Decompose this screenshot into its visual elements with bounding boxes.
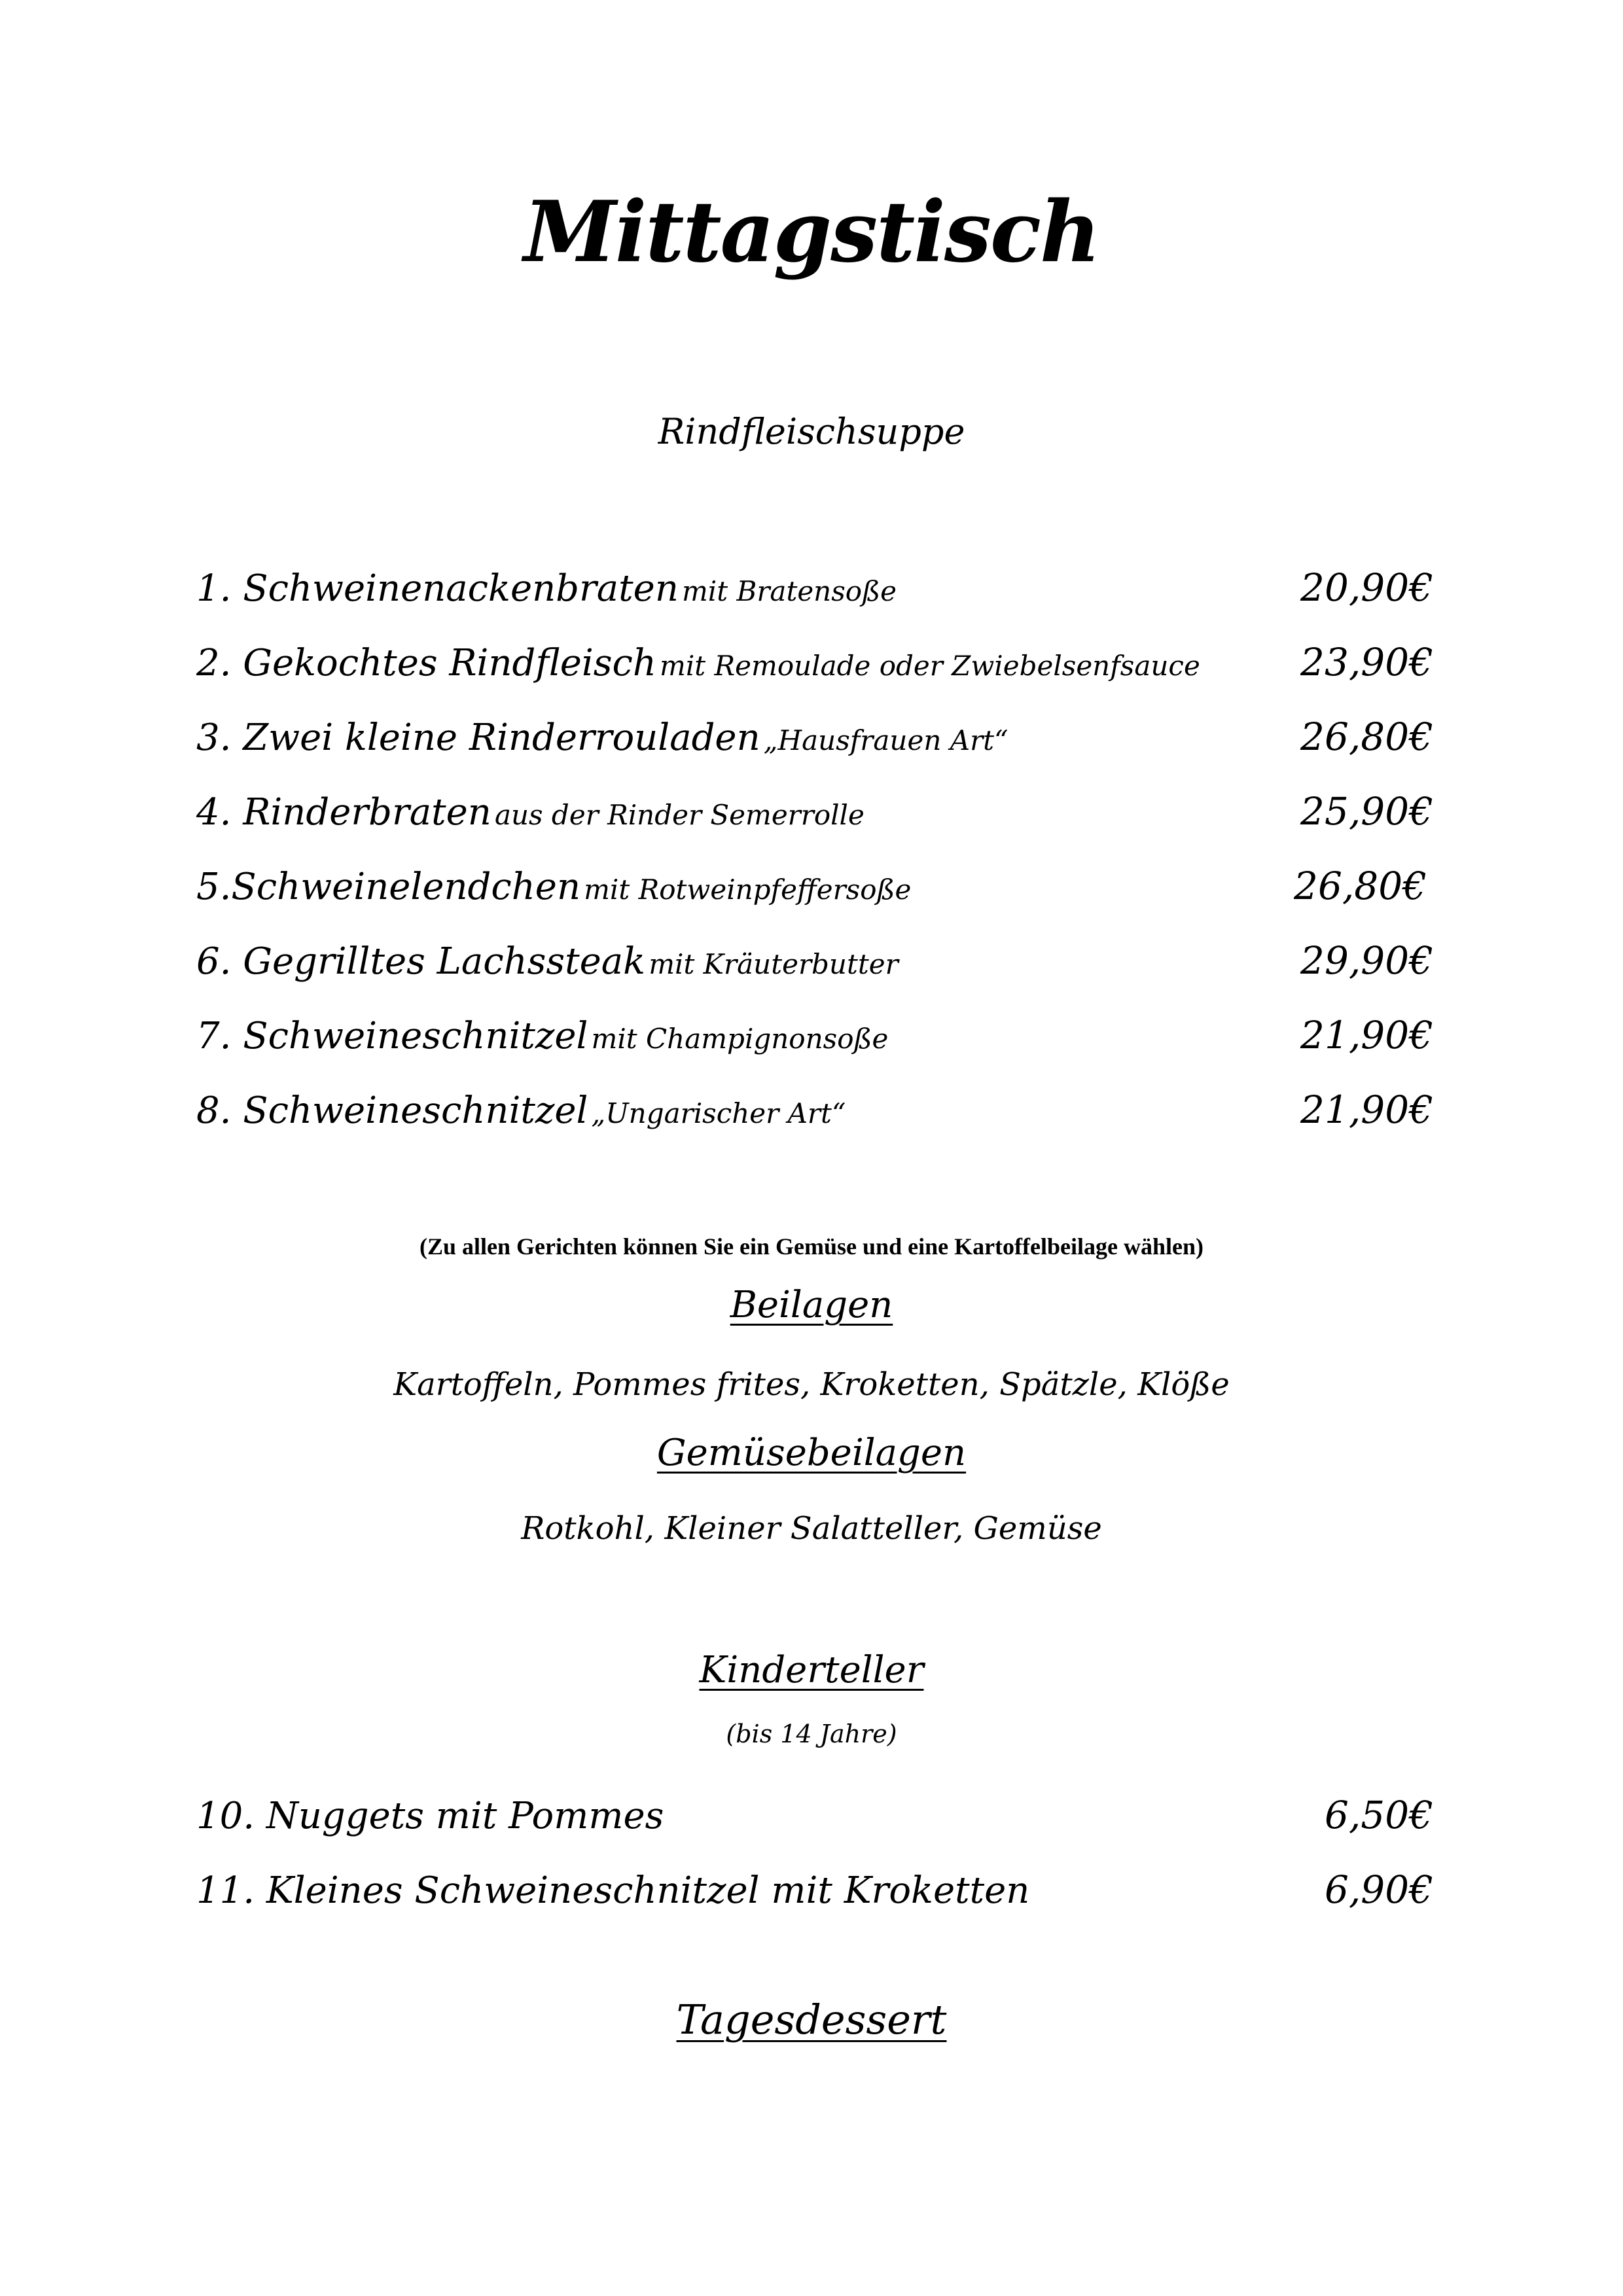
menu-item-description: mit Bratensoße (681, 575, 897, 607)
menu-title: Mittagstisch (524, 183, 1099, 281)
soup-of-day: Rindfleischsuppe (658, 411, 965, 452)
menu-item (196, 924, 1433, 983)
menu-item-main: 8. Schweineschnitzel (196, 1089, 588, 1132)
kids-menu-item-main: 10. Nuggets mit Pommes (196, 1795, 664, 1837)
menu-item (196, 626, 1433, 684)
gemuesebeilagen-heading: Gemüsebeilagen (656, 1432, 967, 1474)
menu-item-price: 21,90€ (1300, 1087, 1433, 1132)
menu-item-description: mit Kräuterbutter (649, 948, 899, 980)
menu-item-name (196, 716, 1008, 759)
dessert-heading: Tagesdessert (676, 1996, 947, 2043)
menu-item (196, 1073, 1433, 1132)
menu-item-price: 29,90€ (1300, 938, 1433, 983)
menu-item-main: 2. Gekochtes Rindfleisch (196, 642, 656, 684)
menu-item-description: mit Champignonsoße (591, 1023, 889, 1055)
menu-item (196, 700, 1433, 759)
menu-item-main: 1. Schweinenackenbraten (196, 567, 679, 610)
side-dish-note: (Zu allen Gerichten können Sie ein Gemüse und eine Kartoffelbeilage wählen) (419, 1233, 1204, 1260)
beilagen-heading: Beilagen (730, 1284, 893, 1326)
menu-item-main: 7. Schweineschnitzel (196, 1015, 588, 1057)
kids-menu-item-name (196, 1869, 1029, 1912)
menu-item-main: 4. Rinderbraten (196, 791, 491, 834)
menu-item (196, 775, 1433, 834)
menu-item-description: aus der Rinder Semerrolle (494, 799, 865, 831)
menu-item-price: 25,90€ (1300, 789, 1433, 834)
kids-menu-item-price: 6,50€ (1324, 1793, 1433, 1837)
menu-item-price: 23,90€ (1300, 640, 1433, 684)
menu-item-name (196, 1089, 846, 1132)
menu-item-name (196, 940, 899, 983)
beilagen-list: Kartoffeln, Pommes frites, Kroketten, Spätzle, Klöße (393, 1366, 1230, 1403)
menu-item-description: mit Rotweinpfeffersoße (584, 874, 912, 906)
kids-menu-item (196, 1853, 1433, 1912)
menu-item-main: 3. Zwei kleine Rinderrouladen (196, 716, 760, 759)
menu-item-name (196, 866, 911, 908)
menu-item-price: 26,80€ (1300, 715, 1433, 759)
kinderteller-age-note: (bis 14 Jahre) (726, 1720, 897, 1748)
kids-menu-item-main: 11. Kleines Schweineschnitzel mit Kroketten (196, 1869, 1030, 1912)
menu-item (196, 551, 1433, 610)
kids-menu-item (196, 1778, 1433, 1837)
menu-item-description: „Ungarischer Art“ (591, 1097, 846, 1129)
menu-item-name (196, 642, 1200, 684)
menu-item (196, 849, 1433, 908)
menu-item-main: 5.Schweinelendchen (196, 866, 581, 908)
menu-item-price: 26,80€ (1294, 864, 1427, 908)
menu-item-name (196, 791, 865, 834)
kinderteller-heading: Kinderteller (699, 1649, 924, 1691)
menu-item-description: „Hausfrauen Art“ (763, 724, 1008, 756)
menu-item-price: 21,90€ (1300, 1013, 1433, 1057)
menu-item-description: mit Remoulade oder Zwiebelsenfsauce (660, 650, 1200, 682)
kids-menu-item-name (196, 1795, 664, 1837)
menu-item-name (196, 567, 897, 610)
menu-item-name (196, 1015, 888, 1057)
menu-item-main: 6. Gegrilltes Lachssteak (196, 940, 646, 983)
gemuesebeilagen-list: Rotkohl, Kleiner Salatteller, Gemüse (521, 1510, 1102, 1547)
kids-menu-item-price: 6,90€ (1324, 1867, 1433, 1912)
menu-item-price: 20,90€ (1300, 565, 1433, 610)
menu-item (196, 998, 1433, 1057)
